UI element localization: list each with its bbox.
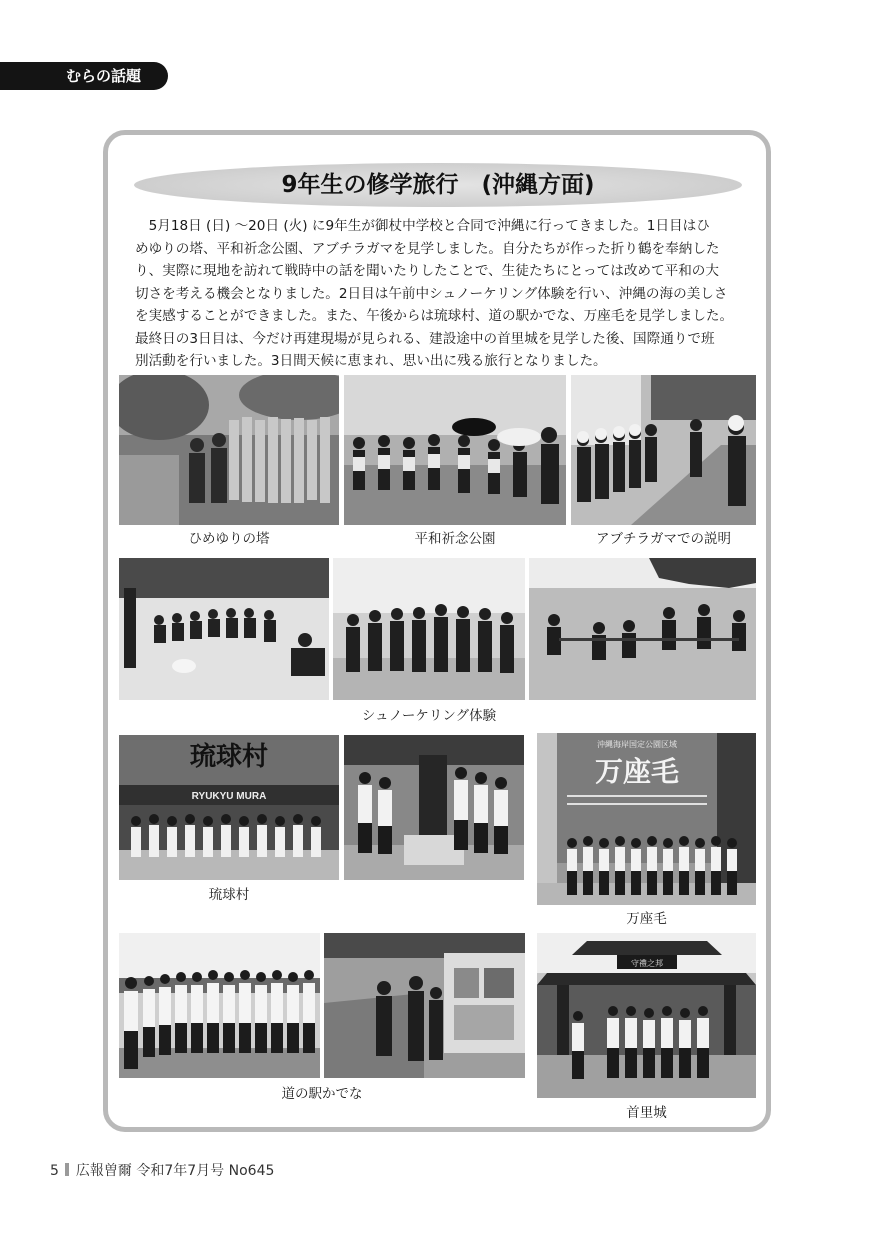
body-line: 切さを考える機会となりました。2日目は午前中シュノーケリング体験を行い、沖縄の海の美しさ <box>135 285 728 302</box>
photo-ryukyu-mura <box>119 735 339 880</box>
body-line: めゆりの塔、平和祈念公園、アブチラガマを見学しました。自分たちが作った折り鶴を奉納した <box>135 240 720 257</box>
caption-snorkel: シュノーケリング体験 <box>361 708 497 724</box>
photo-snorkel-group <box>333 558 525 700</box>
photo-ryukyu-shisa <box>344 735 524 880</box>
photo-abuchiragama <box>571 375 756 525</box>
body-line: 5月18日 (日) ～20日 (火) に9年生が御杖中学校と合同で沖縄に行ってきました。1日目はひ <box>135 218 710 234</box>
publication-info: 広報曽爾 令和7年7月号 No645 <box>75 1163 275 1179</box>
caption-ryukyu: 琉球村 <box>208 887 250 903</box>
article-body <box>135 215 747 373</box>
body-line: を実感することができました。また、午後からは琉球村、道の駅かでな、万座毛を見学しました。 <box>135 308 734 324</box>
manzamo-header-text: 沖縄海岸国定公園区域 <box>597 740 677 749</box>
caption-shuri: 首里城 <box>626 1105 667 1121</box>
ryukyu-sign-en-text: RYUKYU MURA <box>191 791 267 802</box>
photo-michinoeki-group <box>119 933 320 1078</box>
caption-manzamo: 万座毛 <box>626 911 667 927</box>
caption-heiwa-park: 平和祈念公園 <box>414 531 496 547</box>
caption-abuchiragama: アブチラガマでの説明 <box>596 531 731 547</box>
photo-heiwa-park <box>344 375 566 525</box>
photo-manzamo <box>537 733 756 905</box>
body-line: 別活動を行いました。3日間天候に恵まれ、思い出に残る旅行となりました。 <box>135 353 607 369</box>
photo-shurijo <box>537 933 756 1098</box>
body-line: り、実際に現地を訪れて戦時中の話を聞いたりしたことで、生徒たちにとっては改めて平和の大 <box>135 263 719 279</box>
shuri-plaque-text: 守禮之邦 <box>631 959 663 968</box>
page-number: 5 <box>50 1163 59 1179</box>
photo-snorkel-sea <box>529 558 756 700</box>
caption-michinoeki: 道の駅かでな <box>281 1086 363 1102</box>
photo-himeyuri <box>119 375 339 525</box>
section-tab: むらの話題 <box>0 62 168 90</box>
photo-snorkel-beach <box>119 558 329 700</box>
footer-divider <box>65 1163 69 1176</box>
photo-michinoeki-exhibit <box>324 933 525 1078</box>
manzamo-sign-text: 万座毛 <box>594 755 680 788</box>
ryukyu-sign-text: 琉球村 <box>189 742 269 772</box>
article-title: 9年生の修学旅行 (沖縄方面) <box>281 172 595 198</box>
body-line: 最終日の3日目は、今だけ再建現場が見られる、建設途中の首里城を見学した後、国際通りで班 <box>135 330 715 347</box>
caption-himeyuri: ひめゆりの塔 <box>188 531 270 547</box>
page-footer <box>50 1160 274 1180</box>
